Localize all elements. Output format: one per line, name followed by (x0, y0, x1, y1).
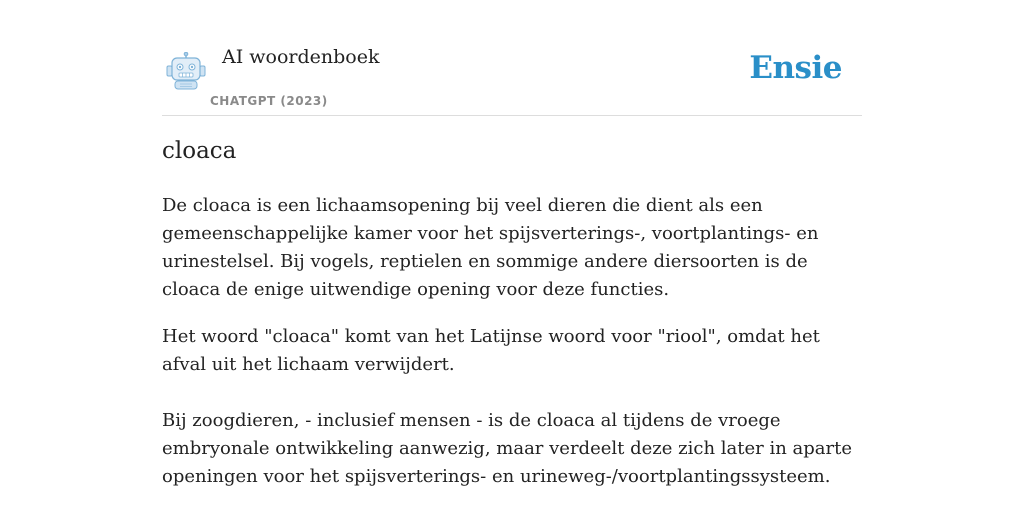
source-label: CHATGPT (2023) (210, 94, 328, 108)
page-header (162, 0, 862, 116)
definition-paragraph-3: Bij zoogdieren, - inclusief mensen - is de cloaca al tijdens de vroege embryonale ontwikkeling aanwezig, maar verdeelt deze zich later in aparte openingen voor het spijsverterings- en urineweg-/voortplantingssysteem. (162, 410, 853, 487)
site-title[interactable]: AI woordenboek (222, 46, 380, 68)
definition-paragraph-1: De cloaca is een lichaamsopening bij veel dieren die dient als een gemeenschappelijke kamer voor het spijsverterings-, voortplantings- en urinestelsel. Bij vogels, reptielen en sommige andere diersoorten is de cloaca de enige uitwendige opening voor deze functies. (162, 195, 819, 300)
robot-icon (166, 52, 206, 90)
definition-paragraph-2: Het woord "cloaca" komt van het Latijnse woord voor "riool", omdat het afval uit het lichaam verwijdert. (162, 326, 820, 375)
entry-term: cloaca (162, 138, 237, 164)
page-container (162, 0, 862, 487)
ensie-logo[interactable]: Ensie (749, 50, 842, 86)
